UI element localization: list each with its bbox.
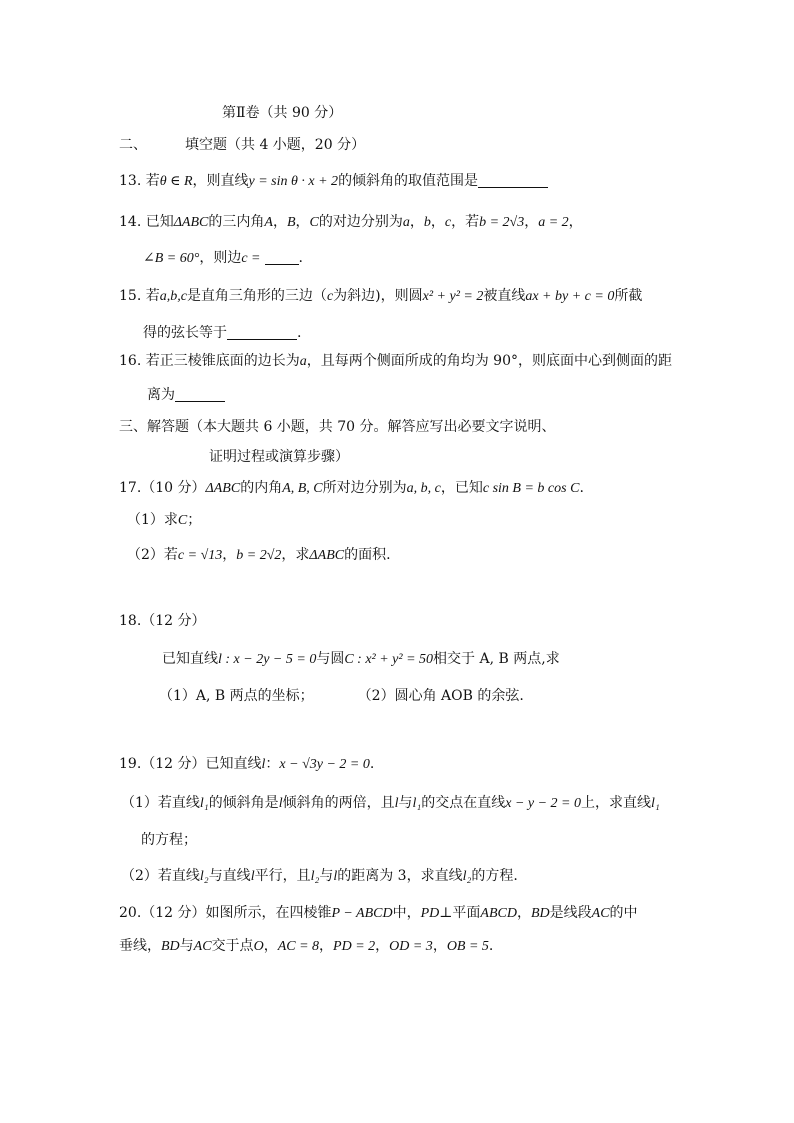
q19-text: 的交点在直线 [421,795,506,811]
q14-math: a [402,215,410,230]
q13-text: ，则直线 [192,173,249,189]
q20-math: PD [420,906,440,921]
q15-text: 被直线 [483,288,526,304]
q14-text: ，若 [451,214,480,230]
question-16-line1 [119,352,672,371]
q15-text: . [297,325,302,341]
q19-math: l [333,869,338,884]
q17-text: 所对边分别为 [322,480,407,496]
q20-text: ， [263,938,278,954]
q14-math: A [264,215,273,230]
q14-text: ， [272,214,287,230]
part3-heading-line2: 证明过程或演算步骤） [209,449,349,465]
part2-title: 填空题（共 4 小题，20 分） [185,137,366,153]
q20-text: ， [432,938,447,954]
q17-text: 的内角 [240,480,283,496]
q15-text: 得的弦长等于 [143,325,227,341]
part2-heading [119,136,365,154]
q19-math: l₁ [651,796,660,811]
q20-text: 中， [392,905,421,921]
part2-number: 二、 [119,137,147,153]
q17-text: 17.（10 分） [119,480,206,496]
q16-math: a [299,354,307,369]
q14-text: . [298,250,303,266]
q17-math: b = 2√2 [236,548,282,563]
q20-math: AC [193,939,212,954]
question-14-line1 [119,213,583,232]
q14-math: ΔABC [173,215,209,230]
q20-text: ， [319,938,334,954]
q15-math: x² + y² = 2 [422,289,484,304]
q17-math: c = √13 [177,548,223,563]
q20-math: P − ABCD [331,906,393,921]
q16-text: 离为 [147,387,175,403]
q17-text: （2）若 [127,547,178,563]
q19-math: l₂ [462,869,472,884]
q17-text: 的面积. [344,547,391,563]
q14-text: 的对边分别为 [318,214,403,230]
q19-math: l₂ [199,869,209,884]
q17-math: ΔABC [205,481,241,496]
q14-text: ， [430,214,445,230]
q17-math: C [177,513,188,528]
q20-text: ， [516,905,531,921]
q17-text: . [579,480,584,496]
q20-text: ， [375,938,390,954]
q15-math: ax + by + c = 0 [525,289,615,304]
answer-blank[interactable] [227,325,297,340]
q19-math: l₂ [310,869,320,884]
q19-text: 与 [319,868,334,884]
q14-math: a = 2 [538,215,569,230]
question-14-line2 [143,249,303,268]
question-18-line2 [162,650,560,669]
q20-math: AC [591,906,610,921]
q19-math: l [250,869,255,884]
q13-math: θ ∈ R [159,174,193,189]
part3-heading-line1: 三、解答题（本大题共 6 小题，共 70 分。解答应写出必要文字说明、 [119,419,556,435]
q19-text: 与直线 [208,868,251,884]
q19-text: 的方程. [471,868,518,884]
q20-math: OB = 5 [446,939,489,954]
q20-text: 与 [179,938,194,954]
q19-text: 与 [398,795,413,811]
q17-text: ， [222,547,237,563]
q20-text: . [488,938,494,954]
q17-math: a, b, c [406,481,441,496]
question-19-part2 [121,867,518,886]
question-18-line3 [159,687,524,705]
question-17-part1 [127,511,201,530]
q19-math: l [278,796,283,811]
q19-text: 的距离为 3，求直线 [337,868,463,884]
question-18-header: 18.（12 分） [119,613,206,629]
q19-text: . [369,756,375,772]
q18-text: 已知直线 [162,651,218,667]
answer-blank[interactable] [478,173,548,188]
q16-text: ，且每两个侧面所成的角均为 90°，则底面中心到侧面的距 [306,353,672,369]
q14-text: 的三内角 [208,214,265,230]
q20-math: BD [161,939,180,954]
q15-math: c [326,289,334,304]
question-20-line1 [119,904,638,923]
q18-text: （1）A, B 两点的坐标； [159,688,314,704]
q14-text: ， [295,214,310,230]
q18-math: l : x − 2y − 5 = 0 [218,652,317,667]
q19-math: x − y − 2 = 0 [505,796,582,811]
q14-text: 14. 已知 [119,214,174,230]
q20-math: OD = 3 [389,939,433,954]
question-15-line1 [119,287,642,306]
q14-math: ∠B = 60° [143,251,200,266]
q14-math: B [286,215,296,230]
q19-text: ： [265,756,280,772]
q18-math: C : x² + y² = 50 [344,652,434,667]
q20-math: ABCD [480,906,517,921]
q20-text: 交于点 [211,938,254,954]
q19-text: 平行，且 [254,868,311,884]
q19-text: （2）若直线 [121,868,200,884]
q17-text: （1）求 [127,512,178,528]
q17-text: ，求 [281,547,310,563]
q19-math: l [261,757,266,772]
question-15-line2 [143,324,301,342]
q19-text: （1）若直线 [121,795,200,811]
q20-text: 垂线， [119,938,161,954]
q14-text: ，则边 [199,250,242,266]
q18-text: 相交于 A, B 两点,求 [433,651,560,667]
q14-math: C [309,215,319,230]
q14-text: ， [524,214,539,230]
q15-text: 为斜边)，则圆 [333,288,423,304]
question-19-part1-cont: 的方程； [141,832,197,848]
q15-math: a,b,c [159,289,187,304]
q13-text: 13. 若 [119,173,160,189]
question-19-part1 [121,794,660,813]
q20-math: BD [530,906,550,921]
q14-text: ， [409,214,424,230]
q20-text: 是线段 [549,905,592,921]
q19-text: 19.（12 分）已知直线 [119,756,262,772]
q16-text: 16. 若正三棱锥底面的边长为 [119,353,300,369]
q17-math: c sin B = b cos C [482,481,580,496]
q14-math: b = 2√3 [479,215,525,230]
question-17-part2 [127,546,391,565]
section-title: 第Ⅱ卷（共 90 分） [222,105,343,121]
q20-text: ⊥平面 [439,905,481,921]
question-13 [119,172,548,191]
q19-math: l [394,796,399,811]
q15-text: 15. 若 [119,288,160,304]
q13-text: 的倾斜角的取值范围是 [338,173,479,189]
q17-text: ，已知 [440,480,483,496]
q14-math: c = [241,251,261,266]
q14-math: b [423,215,431,230]
q17-math: A, B, C [282,481,323,496]
q19-text: 上，求直线 [581,795,652,811]
q15-text: 所截 [614,288,643,304]
answer-blank[interactable] [175,387,225,402]
q19-math: l₁ [412,796,422,811]
q20-text: 20.（12 分）如图所示，在四棱锥 [119,905,332,921]
q15-text: 是直角三角形的三边（ [186,288,327,304]
answer-blank[interactable] [265,250,299,265]
q14-math: c [444,215,452,230]
q18-text: （2）圆心角 AOB 的余弦. [357,688,524,704]
q17-text: ； [187,512,202,528]
q13-math: y = sin θ · x + 2 [248,174,339,189]
q14-text: ， [568,214,583,230]
question-19-line1 [119,755,374,774]
q20-math: PD = 2 [333,939,376,954]
q19-text: 倾斜角的两倍，且 [282,795,395,811]
q20-text: 的中 [609,905,638,921]
q19-math: x − √3y − 2 = 0 [279,757,370,772]
q19-math: l₁ [199,796,209,811]
question-17-line1 [119,479,584,498]
question-16-line2 [147,386,225,404]
q19-text: 的倾斜角是 [208,795,279,811]
question-20-line2 [119,937,493,956]
q20-math: AC = 8 [277,939,320,954]
q17-math: ΔABC [309,548,345,563]
q18-text: 与圆 [316,651,345,667]
q20-math: O [253,939,264,954]
